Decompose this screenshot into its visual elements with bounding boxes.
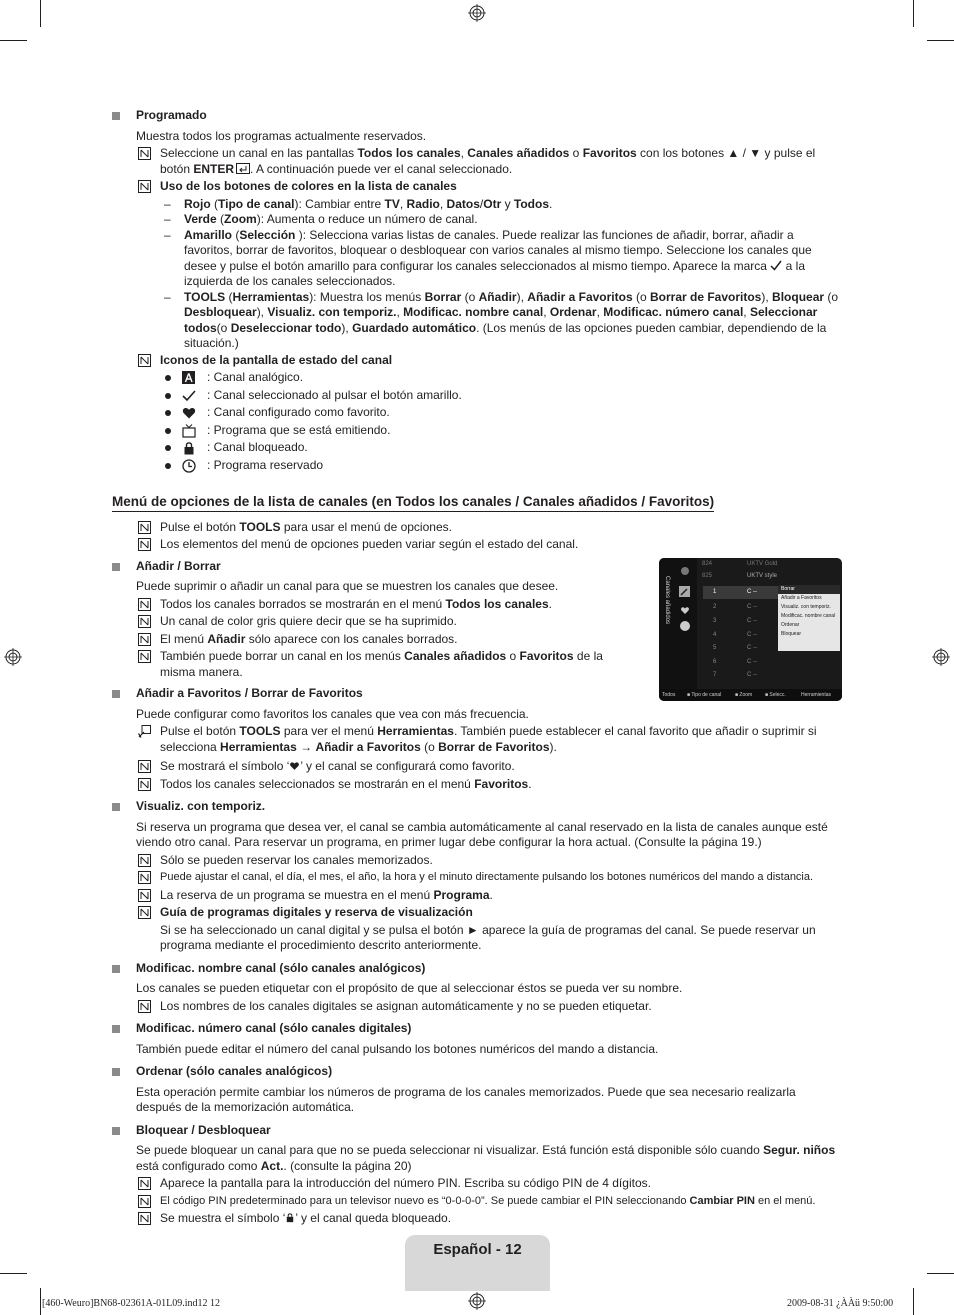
note: Los nombres de los canales digitales se asignan automáticamente y no se pueden etiquetar. — [112, 999, 844, 1015]
crop-mark — [927, 1273, 954, 1274]
note-icon — [138, 1195, 151, 1208]
square-bullet-icon — [112, 965, 120, 973]
popup-item[interactable]: Añadir a Favoritos — [781, 595, 822, 601]
popup-item[interactable]: Bloquear — [781, 631, 802, 637]
heart-icon — [680, 606, 690, 615]
note: También puede borrar un canal en los menús Canales añadidos o Favoritos de la misma manera. — [112, 649, 632, 680]
note-icon — [138, 1000, 151, 1013]
dash-item: – Rojo (Tipo de canal): Cambiar entre TV, Radio, Datos/Otr y Todos. — [164, 196, 553, 211]
enter-icon — [236, 163, 250, 174]
note: Pulse el botón TOOLS para usar el menú de opciones. — [112, 520, 844, 536]
dash-item: – TOOLS (Herramientas): Muestra los menús Borrar (o Añadir), Añadir a Favoritos (o Borrar de Favoritos), Bloquear (o Desbloquear), Visualiz. con temporiz., Modificac. nombre canal, Ordenar, Modificac. número canal, Seleccionar todos(o Deseleccionar todo), Guardado automático. (Los menús de las opciones pueden cambiar, dependiendo de la situación.) — [164, 289, 839, 350]
paragraph: Puede configurar como favoritos los canales que vea con más frecuencia. — [136, 706, 529, 721]
section-title: Menú de opciones de la lista de canales (en Todos los canales / Canales añadidos / Favoritos) — [112, 494, 714, 512]
icon-list-item: : Canal bloqueado. — [112, 440, 844, 458]
registration-mark-icon — [468, 1292, 486, 1310]
note-icon — [138, 650, 151, 663]
tv-channel-row[interactable]: 1 C -- — [703, 586, 778, 599]
paragraph: Los canales se pueden etiquetar con el propósito de que al seleccionar éstos se pueda ver su nombre. — [136, 981, 683, 996]
heading: Modificac. nombre canal (sólo canales analógicos) — [136, 960, 426, 975]
section-ordenar — [112, 1064, 844, 1080]
print-slug-right: 2009-08-31 ¿ÀÀü 9:50:00 — [787, 1298, 894, 1309]
note-icon — [138, 615, 151, 628]
section-numero — [112, 1021, 844, 1037]
icon-list-item: : Canal seleccionado al pulsar el botón amarillo. — [112, 388, 844, 406]
note-icon — [138, 598, 151, 611]
popup-item[interactable]: Ordenar — [781, 622, 800, 628]
section-programado — [112, 108, 844, 124]
dash-item: – Verde (Zoom): Aumenta o reduce un número de canal. — [164, 212, 478, 226]
tv-icon — [182, 424, 196, 438]
paragraph: Se puede bloquear un canal para que no se pueda seleccionar ni visualizar. Está función está disponible sólo cuando Segur. niños está configurado como Act.. (consulte la página 20) — [136, 1143, 836, 1173]
note: Guía de programas digitales y reserva de visualización — [112, 905, 844, 921]
tools-icon — [138, 725, 151, 738]
note-icon — [138, 1177, 151, 1190]
tv-channel-list-screenshot — [659, 558, 842, 701]
paragraph: Puede suprimir o añadir un canal para que se muestren los canales que desee. — [136, 579, 559, 594]
lock-icon — [182, 441, 196, 455]
heading: Programado — [136, 108, 207, 122]
note: Los elementos del menú de opciones pueden variar según el estado del canal. — [112, 537, 844, 553]
checkmark-icon — [770, 260, 782, 271]
registration-mark-icon — [4, 648, 22, 666]
paragraph: Si reserva un programa que desea ver, el canal se cambia automáticamente al canal reservado en la lista de canales aunque esté viendo otro canal. Para reservar un programa, en primer lugar debe configurar la hora actual. (Consulte la página 19.) — [136, 819, 828, 850]
tools-note: Pulse el botón TOOLS para ver el menú Herramientas. También puede establecer el canal favorito que añadir o suprimir si selecciona Herramientas → Añadir a Favoritos (o Borrar de Favoritos). — [112, 724, 844, 755]
square-bullet-icon — [112, 563, 120, 571]
popup-item[interactable]: Visualiz. con temporiz. — [781, 604, 831, 610]
icon-list-item: : Canal analógico. — [112, 370, 844, 388]
text: o — [569, 146, 583, 160]
note: La reserva de un programa se muestra en el menú Programa. — [112, 888, 844, 904]
note: El menú Añadir sólo aparece con los canales borrados. — [112, 632, 632, 648]
note: Un canal de color gris quiere decir que se ha suprimido. — [112, 614, 632, 630]
text: con los botones ▲ / ▼ y pulse el botón — [160, 146, 816, 176]
text: Uso de los botones de colores en la lista de canales — [160, 179, 457, 193]
note: El código PIN predeterminado para un televisor nuevo es “0-0-0-0”. Se puede cambiar el PIN seleccionando Cambiar PIN en el menú. — [112, 1194, 844, 1210]
text: Favoritos — [582, 146, 637, 160]
tv-sidebar — [659, 558, 697, 689]
checkmark-icon — [182, 389, 196, 403]
clock-icon — [680, 621, 690, 631]
popup-item[interactable]: Modificac. nombre canal — [781, 613, 836, 619]
note: Todos los canales seleccionados se mostrarán en el menú Favoritos. — [112, 777, 844, 793]
icon-list-item: : Programa que se está emitiendo. — [112, 423, 844, 441]
note-icon — [138, 1212, 151, 1225]
crop-mark — [0, 1273, 27, 1274]
note — [112, 179, 844, 195]
paragraph: También puede editar el número del canal pulsando los botones numéricos del mando a distancia. — [136, 1041, 659, 1056]
icon-list-item: : Canal configurado como favorito. — [112, 405, 844, 423]
paragraph: Si se ha seleccionado un canal digital y se pulsa el botón ► aparece la guía de programas del canal. Se puede reservar un programa mediante el procedimiento descrito anteriormente. — [160, 922, 816, 953]
tv-row-name: UKTV Gold — [747, 561, 778, 567]
note: Todos los canales borrados se mostrarán en el menú Todos los canales. — [112, 597, 632, 613]
crop-mark — [0, 40, 27, 41]
paragraph: Esta operación permite cambiar los números de programa de los canales memorizados. Puede que sea necesario realizarla después de la memorización automática. — [136, 1084, 796, 1115]
tv-tools-popup — [778, 585, 840, 651]
crop-mark — [913, 1288, 914, 1315]
heading: Visualiz. con temporiz. — [136, 799, 266, 814]
bar-item[interactable]: Todos — [662, 692, 676, 698]
note: Se muestra el símbolo ‘ ’ y el canal queda bloqueado. — [112, 1211, 844, 1227]
lock-icon — [285, 1212, 295, 1223]
square-bullet-icon — [112, 1068, 120, 1076]
heart-icon — [289, 761, 300, 771]
page-number-tab — [405, 1235, 550, 1291]
note-icon — [138, 538, 151, 551]
bar-item[interactable]: ■ Tipo de canal — [687, 692, 722, 698]
text: Seleccione un canal en las pantallas — [160, 146, 358, 160]
page-label: Español - 12 — [433, 1241, 522, 1258]
note-icon — [138, 854, 151, 867]
tv-bottom-bar — [659, 689, 842, 701]
analog-channel-icon — [182, 371, 196, 385]
popup-item[interactable]: Borrar — [778, 585, 840, 594]
note-icon — [138, 633, 151, 646]
heading: Modificac. número canal (sólo canales digitales) — [136, 1021, 412, 1036]
tv-vertical-label: Canales añadidos — [664, 576, 670, 625]
square-bullet-icon — [112, 690, 120, 698]
note-icon — [138, 354, 151, 367]
tv-channel-row[interactable]: 6 C -- — [713, 659, 757, 665]
text: Todos los canales — [357, 146, 461, 160]
square-bullet-icon — [112, 1127, 120, 1135]
tv-channel-row[interactable]: 4 C -- — [713, 632, 757, 638]
heading: Ordenar (sólo canales analógicos) — [136, 1064, 333, 1079]
registration-mark-icon — [932, 648, 950, 666]
text: ENTER — [193, 161, 235, 176]
bar-item[interactable]: ■ Zoom — [735, 692, 753, 698]
square-bullet-icon — [112, 803, 120, 811]
crop-mark — [40, 1288, 41, 1315]
paragraph: Muestra todos los programas actualmente reservados. — [136, 128, 427, 143]
tv-channel-row[interactable]: 2 C -- — [713, 604, 757, 610]
registration-mark-icon — [468, 4, 486, 22]
note: Sólo se pueden reservar los canales memorizados. — [112, 853, 844, 869]
text: Canales añadidos — [467, 146, 570, 160]
crop-mark — [927, 40, 954, 41]
tv-channel-row[interactable]: 3 C -- — [713, 618, 757, 624]
text: , — [460, 146, 468, 160]
bar-item[interactable]: ■ Selecc. — [765, 692, 786, 698]
tv-channel-row[interactable]: 7 C -- — [713, 672, 757, 678]
dash-item: – Amarillo (Selección ): Selecciona varias listas de canales. Puede realizar las funciones de añadir, borrar, añadir a favoritos, borrar de favoritos, bloquear o desbloquear con varios canales al mismo tiempo. Seleccione los canales que desee y pulse el botón amarillo para configurar los canales seleccionados al mismo tiempo. Aparece la marca a la izquierda de los canales seleccionados. — [164, 227, 812, 288]
text: Iconos de la pantalla de estado del canal — [160, 352, 393, 367]
crop-mark — [40, 0, 41, 27]
bar-item[interactable]: Herramientas — [801, 692, 832, 698]
tv-channel-row[interactable]: 5 C -- — [713, 645, 757, 651]
note-icon — [138, 521, 151, 534]
note: Se mostrará el símbolo ‘ ’ y el canal se configurará como favorito. — [112, 759, 844, 775]
square-bullet-icon — [112, 1025, 120, 1033]
text: . A continuación puede ver el canal seleccionado. — [250, 161, 513, 176]
note — [112, 146, 844, 177]
note: Aparece la pantalla para la introducción del número PIN. Escriba su código PIN de 4 dígitos. — [112, 1176, 844, 1192]
note — [112, 353, 844, 369]
heading: Bloquear / Desbloquear — [136, 1122, 271, 1137]
tools-icon — [679, 586, 690, 597]
note-icon — [138, 147, 151, 160]
note-icon — [138, 778, 151, 791]
antenna-icon — [679, 566, 691, 576]
square-bullet-icon — [112, 112, 120, 120]
note-icon — [138, 760, 151, 773]
tv-row-num: 825 — [702, 573, 713, 579]
note-icon — [138, 871, 151, 884]
section-nombre — [112, 961, 844, 977]
crop-mark — [913, 0, 914, 27]
note-icon — [138, 889, 151, 902]
print-slug-left: [460-Weuro]BN68-02361A-01L09.ind12 12 — [42, 1298, 221, 1309]
icon-list-item: : Programa reservado — [112, 458, 844, 476]
section-bloquear — [112, 1123, 844, 1139]
note-icon — [138, 906, 151, 919]
heading: Añadir / Borrar — [136, 558, 221, 573]
tv-row-name: UKTV style — [747, 573, 778, 579]
section-visualiz — [112, 799, 844, 815]
note: Puede ajustar el canal, el día, el mes, el año, la hora y el minuto directamente pulsando los botones numéricos del mando a distancia. — [112, 870, 844, 886]
clock-icon — [182, 459, 196, 473]
section-header — [112, 494, 844, 512]
heart-icon — [182, 406, 196, 420]
heading: Añadir a Favoritos / Borrar de Favoritos — [136, 686, 363, 701]
tv-row-num: 824 — [702, 561, 713, 567]
note-icon — [138, 180, 151, 193]
